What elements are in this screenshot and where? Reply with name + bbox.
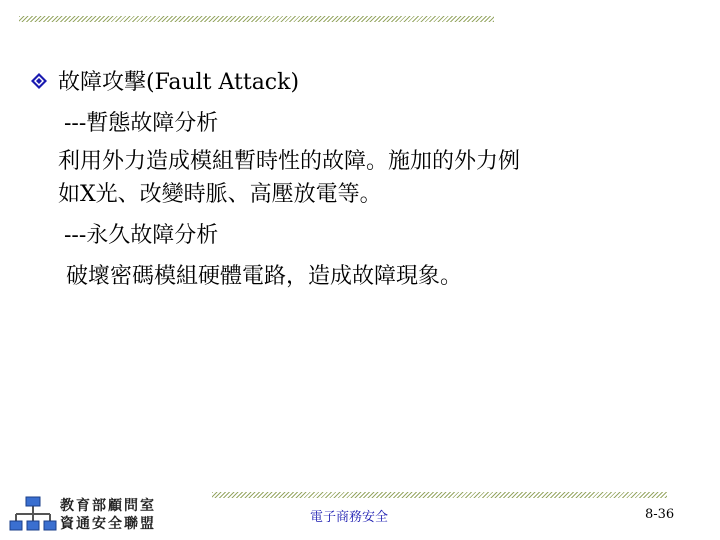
- logo-line-2: 資通安全聯盟: [60, 516, 156, 532]
- network-logo-icon: [8, 496, 58, 532]
- top-decorative-line: [19, 16, 494, 22]
- body-line-permanent-desc: 破壞密碼模組硬體電路，造成故障現象。: [66, 264, 463, 289]
- body-line-transient-desc-1: 利用外力造成模組暫時性的故障。施加的外力例: [58, 149, 521, 174]
- footer-course-title: 電子商務安全: [310, 510, 389, 525]
- bottom-decorative-line: [212, 492, 667, 498]
- logo-line-1: 教育部顧問室: [60, 498, 156, 514]
- body-line-permanent-heading: ---永久故障分析: [64, 223, 219, 248]
- diamond-bullet-icon: [30, 72, 48, 90]
- logo-text: [60, 497, 156, 533]
- page-number: 8-36: [645, 507, 675, 522]
- body-line-transient-desc-2: 如X光、改變時脈、高壓放電等。: [58, 182, 382, 207]
- body-line-transient-heading: ---暫態故障分析: [64, 111, 219, 136]
- slide-title: 故障攻擊(Fault Attack): [58, 70, 300, 95]
